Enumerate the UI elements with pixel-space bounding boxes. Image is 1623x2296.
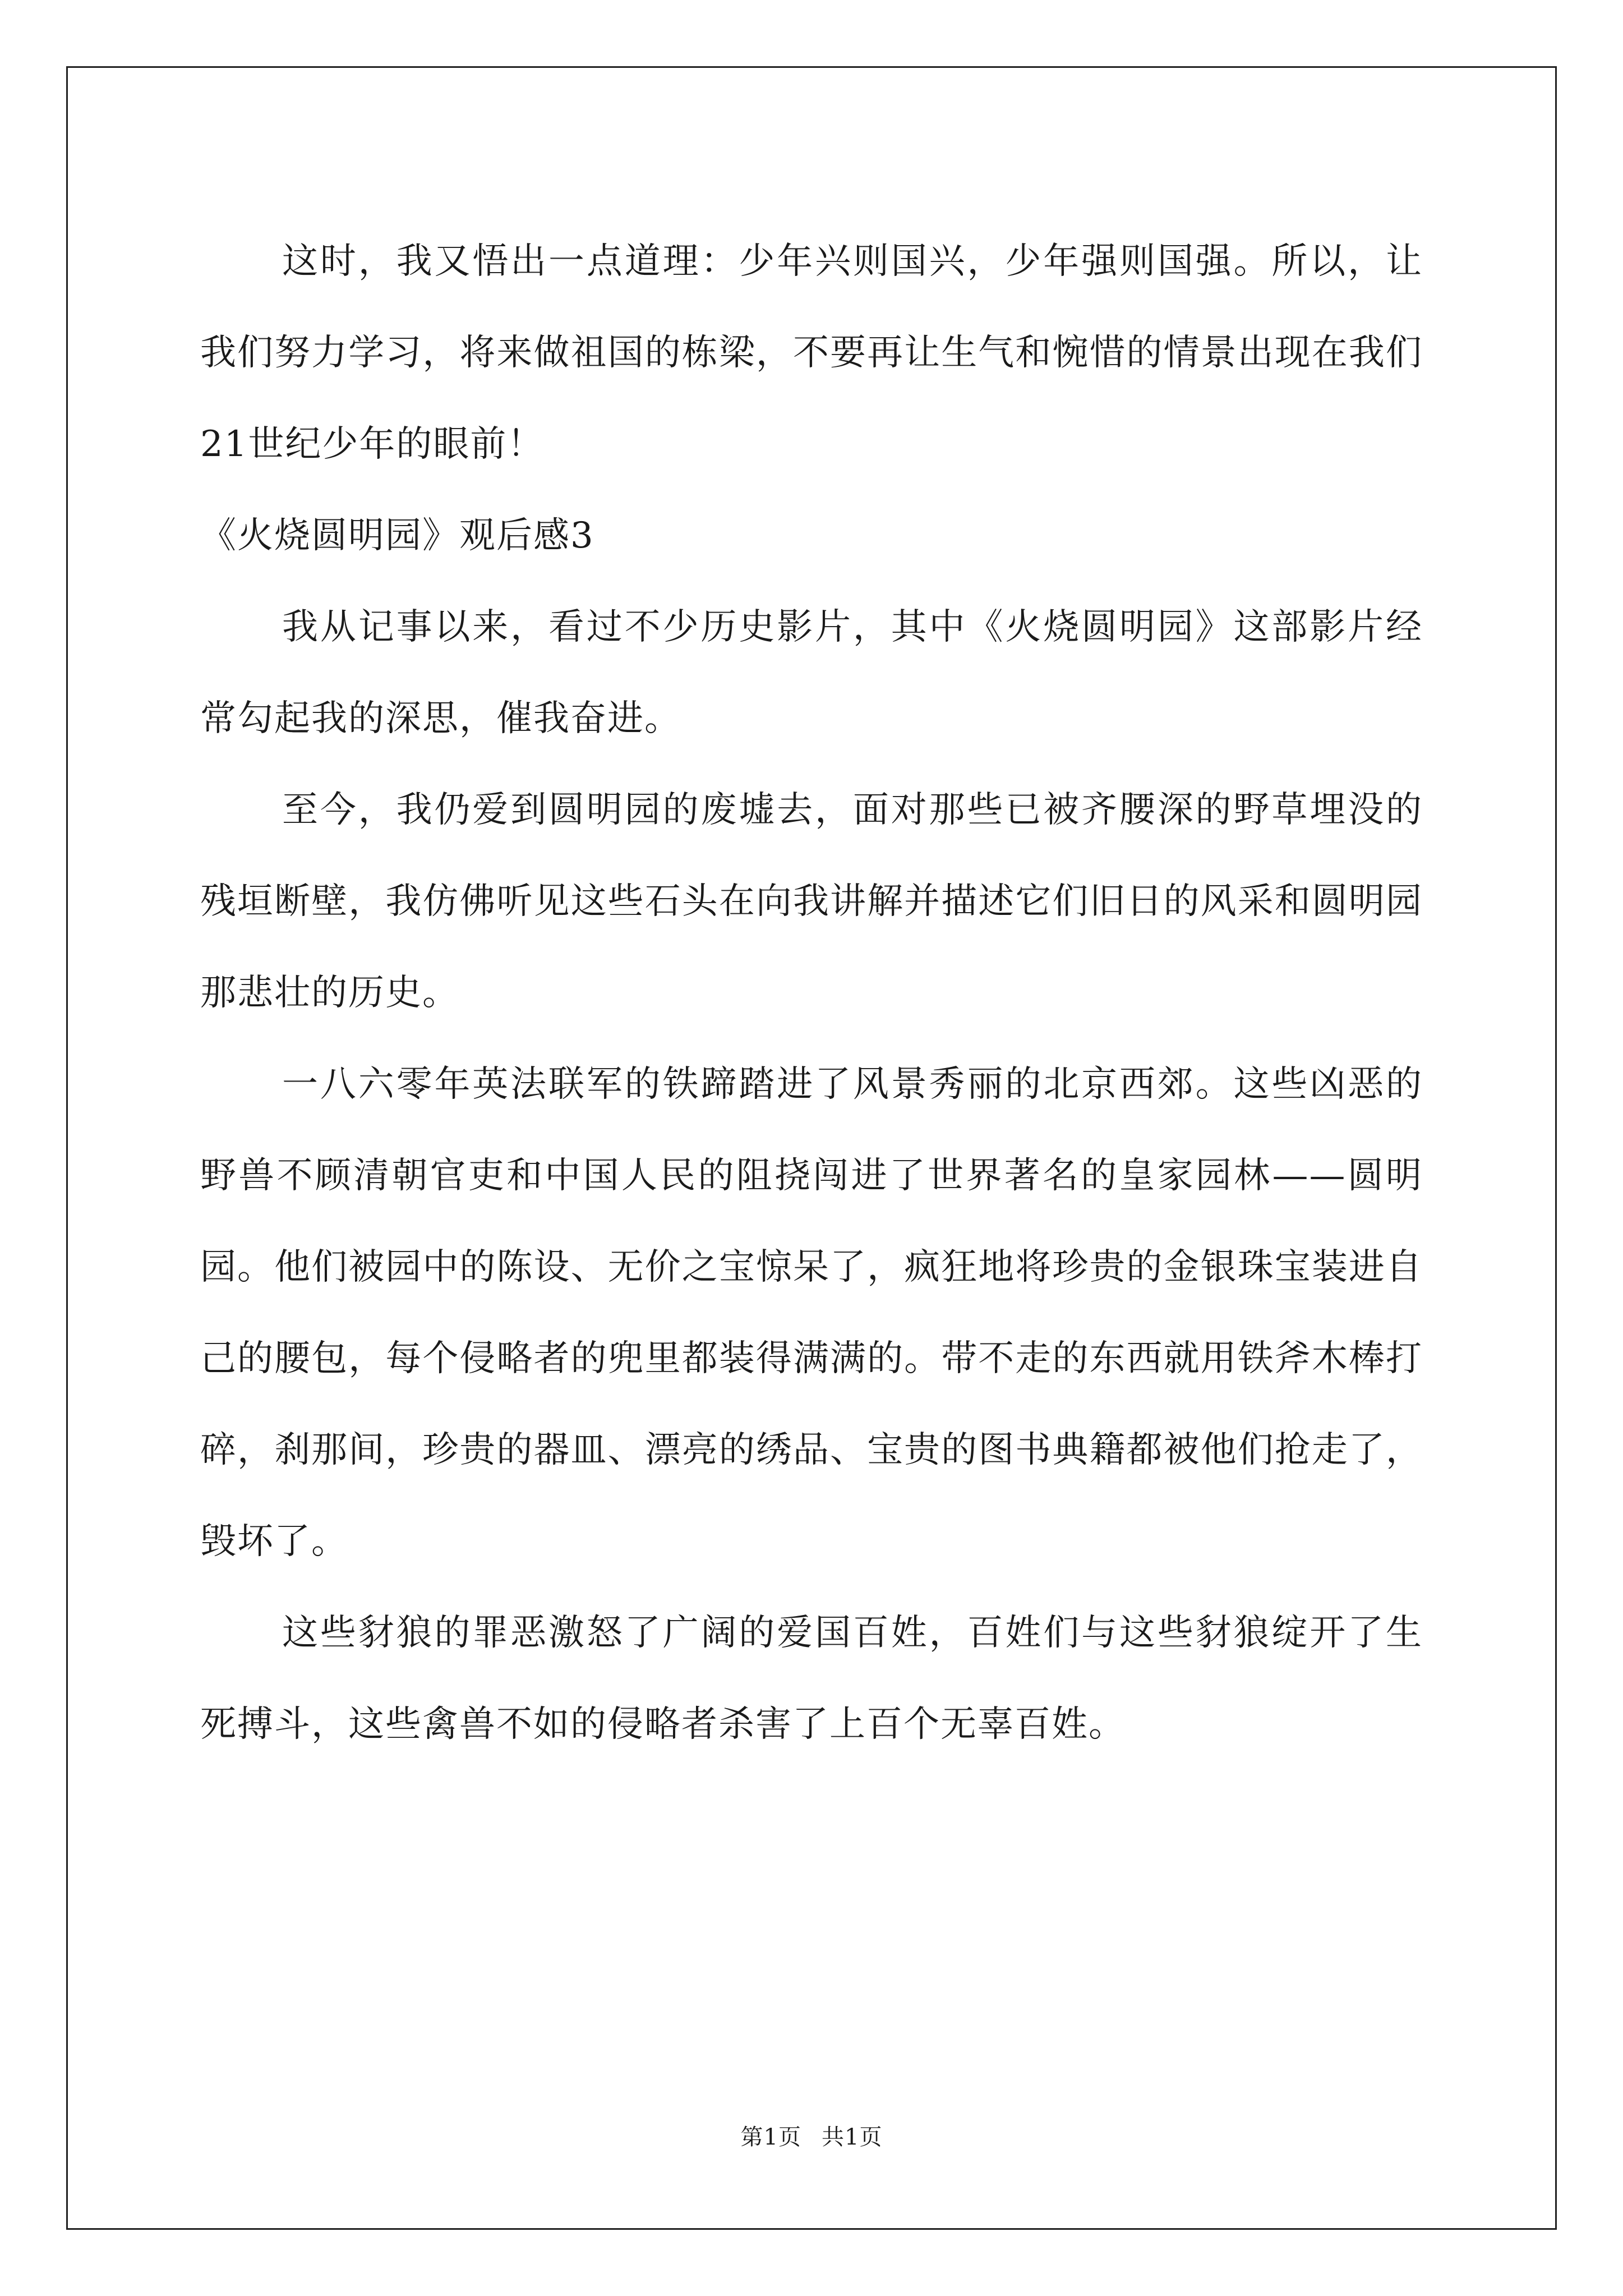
page-footer (0, 2120, 1623, 2154)
document-body (200, 216, 1423, 1770)
page-number: 第1页 (740, 2124, 801, 2150)
paragraph: 至今，我仍爱到圆明园的废墟去，面对那些已被齐腰深的野草埋没的残垣断壁，我仿佛听见这些石头在向我讲解并描述它们旧日的风采和圆明园那悲壮的历史。 (200, 789, 1423, 1014)
paragraph: 这时，我又悟出一点道理：少年兴则国兴，少年强则国强。所以，让我们努力学习，将来做祖国的栋梁，不要再让生气和惋惜的情景出现在我们21世纪少年的眼前！ (200, 241, 1423, 465)
section-title: 《火烧圆明园》观后感3 (200, 515, 594, 556)
page-total: 共1页 (822, 2124, 883, 2150)
paragraph: 这些豺狼的罪恶激怒了广阔的爱国百姓，百姓们与这些豺狼绽开了生死搏斗，这些禽兽不如的侵略者杀害了上百个无辜百姓。 (200, 1612, 1423, 1745)
paragraph: 我从记事以来，看过不少历史影片，其中《火烧圆明园》这部影片经常勾起我的深思，催我奋进。 (200, 606, 1423, 739)
paragraph: 一八六零年英法联军的铁蹄踏进了风景秀丽的北京西郊。这些凶恶的野兽不顾清朝官吏和中国人民的阻挠闯进了世界著名的皇家园林——圆明园。他们被园中的陈设、无价之宝惊呆了，疯狂地将珍贵的金银珠宝装进自己的腰包，每个侵略者的兜里都装得满满的。带不走的东西就用铁斧木棒打碎，刹那间，珍贵的器皿、漂亮的绣品、宝贵的图书典籍都被他们抢走了，毁坏了。 (200, 1064, 1423, 1562)
